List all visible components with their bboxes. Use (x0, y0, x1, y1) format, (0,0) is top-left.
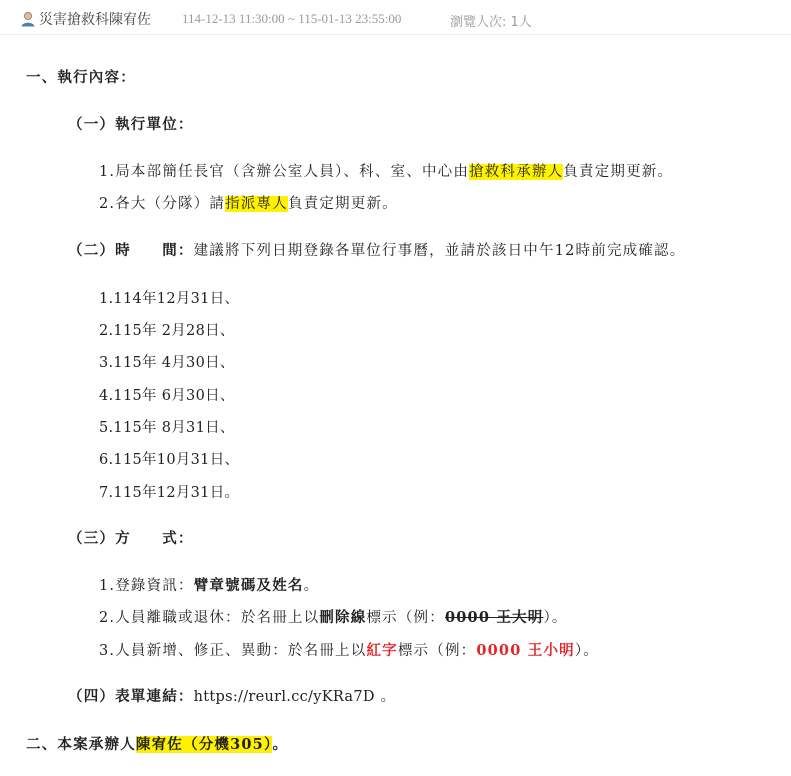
section-1-title: 一、執行內容： (26, 69, 136, 86)
method-item-3-text: 3.人員新增、修正、異動：於名冊上以 (99, 643, 367, 659)
method-item-2-tail: ）。 (543, 610, 568, 626)
author-name: 災害搶救科陳宥佐 (39, 12, 151, 28)
unit-item-2-highlight: 指派專人 (225, 196, 288, 212)
method-item-2-text: 2.人員離職或退休：於名冊上以 (99, 610, 320, 626)
unit-item-1 (99, 160, 673, 181)
publish-period: 114-12-13 11:30:00 ~ 115-01-13 23:55:00 (182, 11, 402, 26)
author[interactable] (20, 9, 151, 29)
method-item-3-tail: ）。 (574, 643, 600, 659)
date-item-1: 1.114年12月31日、 (99, 291, 240, 307)
method-item-3-red: 紅字 (366, 642, 398, 659)
date-item-4: 4.115年 6月30日、 (99, 388, 235, 404)
subsection-4-title: （四）表單連結： (68, 688, 194, 705)
subsection-4-tail: 。 (374, 689, 397, 705)
date-item-7: 7.115年12月31日。 (99, 485, 240, 501)
subsection-2-title: （二）時 間： (68, 242, 194, 259)
method-item-1-bold: 臂章號碼及姓名 (193, 577, 304, 594)
form-link[interactable]: https://reurl.cc/yKRa7D (193, 689, 375, 705)
date-item-6: 6.115年10月31日、 (99, 452, 240, 468)
method-item-2-bold: 刪除線 (319, 609, 367, 626)
section-2-tail: 。 (272, 736, 289, 753)
user-icon (20, 11, 36, 27)
method-item-2-mid: 標示（例： (366, 610, 445, 626)
unit-item-2 (99, 192, 398, 213)
method-item-3-mid: 標示（例： (397, 643, 477, 659)
subsection-2 (68, 239, 685, 260)
subsection-1-title: （一）執行單位： (68, 116, 194, 133)
section-2-text: 二、本案承辦人 (26, 736, 136, 753)
method-item-3 (99, 639, 599, 660)
method-item-2 (99, 606, 568, 627)
subsection-2-text: 建議將下列日期登錄各單位行事曆，並請於該日中午12時前完成確認。 (193, 243, 686, 259)
subsection-3-title: （三）方 式： (68, 530, 194, 547)
date-item-5: 5.115年 8月31日、 (99, 420, 235, 436)
subsection-4 (68, 685, 396, 706)
contact-person-highlight: 陳宥佐（分機305） (135, 736, 273, 753)
unit-item-1-highlight: 搶救科承辦人 (469, 164, 564, 180)
strikethrough-example: 0000 王大明 (444, 609, 544, 626)
date-item-2: 2.115年 2月28日、 (99, 323, 235, 339)
red-text-example: 0000 王小明 (476, 642, 575, 659)
post-meta-bar (0, 0, 791, 35)
method-item-1-text: 1.登錄資訊： (99, 578, 194, 594)
unit-item-2-text: 2.各大（分隊）請 (99, 196, 226, 212)
view-count: 瀏覽人次: 1人 (450, 15, 532, 30)
unit-item-2-tail: 負責定期更新。 (287, 196, 398, 212)
date-item-3: 3.115年 4月30日、 (99, 355, 235, 371)
unit-item-1-text: 1.局本部簡任長官（含辦公室人員）、科、室、中心由 (99, 164, 470, 180)
method-item-1-tail: 。 (303, 578, 320, 594)
method-item-1 (99, 574, 319, 595)
section-2 (26, 733, 288, 754)
unit-item-1-tail: 負責定期更新。 (563, 164, 674, 180)
